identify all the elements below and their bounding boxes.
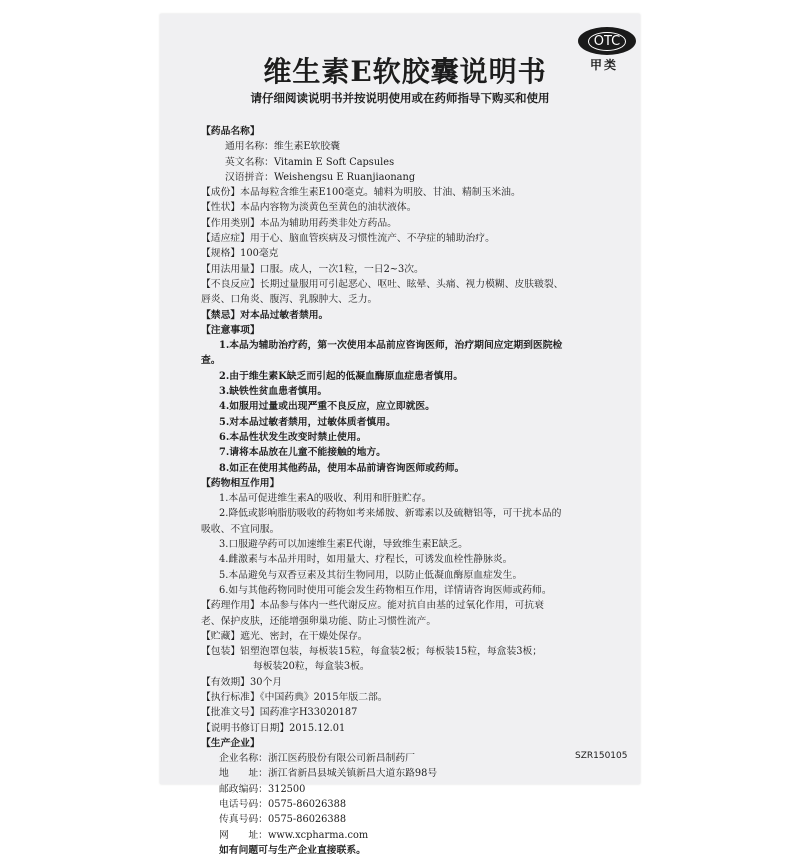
leaflet-content xyxy=(201,124,619,858)
leaflet-line: 【说明书修订日期】2015.12.01 xyxy=(201,722,346,734)
leaflet-line: 每板装20粒，每盒装3板。 xyxy=(253,661,370,673)
leaflet-line: 【药物相互作用】 xyxy=(201,477,280,489)
leaflet-line: 6.如与其他药物同时使用可能会发生药物相互作用，详情请咨询医师或药师。 xyxy=(219,584,552,596)
document-title: 维生素E软胶囊说明书 xyxy=(263,55,547,88)
leaflet-line: 6.本品性状发生改变时禁止使用。 xyxy=(219,431,367,443)
leaflet-line: 【执行标准】《中国药典》2015年版二部。 xyxy=(201,691,388,703)
leaflet-line: 网 址：www.xcpharma.com xyxy=(219,829,369,841)
leaflet-line: 4.如服用过量或出现严重不良反应，应立即就医。 xyxy=(219,401,435,413)
leaflet-line: 如有问题可与生产企业直接联系。 xyxy=(219,844,366,856)
leaflet-line: 汉语拼音：Weishengsu E Ruanjiaonang xyxy=(225,171,416,183)
document-code: SZR150105 xyxy=(575,751,628,761)
leaflet-line: 【成份】本品每粒含维生素E100毫克。辅料为明胶、甘油、精制玉米油。 xyxy=(201,187,521,199)
leaflet-line: 7.请将本品放在儿童不能接触的地方。 xyxy=(219,447,386,459)
leaflet-line: 3.缺铁性贫血患者慎用。 xyxy=(219,386,328,398)
leaflet-line: 邮政编码：312500 xyxy=(219,783,306,795)
leaflet-line: 【性状】本品内容物为淡黄色至黄色的油状液体。 xyxy=(201,202,417,214)
leaflet-line: 2.降低或影响脂肪吸收的药物如考来烯胺、新霉素以及硫糖铝等，可干扰本品的 xyxy=(219,508,562,520)
leaflet-line: 【禁忌】对本品过敏者禁用。 xyxy=(201,309,329,321)
leaflet-line: 企业名称：浙江医药股份有限公司新昌制药厂 xyxy=(219,753,415,765)
document-subtitle: 请仔细阅读说明书并按说明使用或在药师指导下购买和使用 xyxy=(250,91,550,105)
leaflet-line: 地 址：浙江省新昌县城关镇新昌大道东路98号 xyxy=(219,768,438,780)
leaflet-line: 英文名称：Vitamin E Soft Capsules xyxy=(225,156,395,168)
leaflet-line: 8.如正在使用其他药品，使用本品前请咨询医师或药师。 xyxy=(219,462,465,474)
leaflet-line: 唇炎、口角炎、腹泻、乳腺肿大、乏力。 xyxy=(201,294,378,306)
leaflet-line: 【规格】100毫克 xyxy=(201,248,279,260)
leaflet-line: 【不良反应】长期过量服用可引起恶心、呕吐、眩晕、头痛、视力模糊、皮肤皲裂、 xyxy=(201,278,564,290)
leaflet-line: 1.本品为辅助治疗药，第一次使用本品前应咨询医师，治疗期间应定期到医院检 xyxy=(219,340,563,352)
leaflet-line: 【药理作用】本品参与体内一些代谢反应。能对抗自由基的过氧化作用，可抗衰 xyxy=(201,600,544,612)
otc-label: OTC xyxy=(588,32,627,51)
leaflet-line: 【注意事项】 xyxy=(201,324,260,336)
leaflet-line: 【适应症】用于心、脑血管疾病及习惯性流产、不孕症的辅助治疗。 xyxy=(201,233,495,245)
leaflet-line: 【生产企业】 xyxy=(201,737,260,749)
leaflet-line: 通用名称：维生素E软胶囊 xyxy=(225,141,340,153)
leaflet-line: 【批准文号】国药准字H33020187 xyxy=(201,707,358,719)
leaflet-line: 5.本品避免与双香豆素及其衍生物同用，以防止低凝血酶原血症发生。 xyxy=(219,569,523,581)
leaflet-line: 2.由于维生素K缺乏而引起的低凝血酶原血症患者慎用。 xyxy=(219,370,464,382)
leaflet-line: 【贮藏】遮光、密封，在干燥处保存。 xyxy=(201,630,368,642)
leaflet-line: 【有效期】30个月 xyxy=(201,676,283,688)
leaflet-line: 【药品名称】 xyxy=(201,126,260,137)
leaflet-line: 3.口服避孕药可以加速维生素E代谢，导致维生素E缺乏。 xyxy=(219,539,468,551)
leaflet-line: 【作用类别】本品为辅助用药类非处方药品。 xyxy=(201,217,397,229)
leaflet-line: 电话号码：0575-86026388 xyxy=(219,799,347,811)
leaflet-line: 老、保护皮肤，还能增强卵巢功能、防止习惯性流产。 xyxy=(201,615,437,627)
leaflet-line: 1.本品可促进维生素A的吸收、利用和肝脏贮存。 xyxy=(219,493,432,505)
leaflet-line: 吸收、不宜同服。 xyxy=(201,523,280,535)
leaflet-line: 【包装】铝塑泡罩包装，每板装15粒，每盒装2板；每板装15粒，每盒装3板； xyxy=(201,646,543,658)
leaflet-line: 传真号码：0575-86026388 xyxy=(219,814,347,826)
leaflet-line: 5.对本品过敏者禁用，过敏体质者慎用。 xyxy=(219,416,396,428)
leaflet-line: 查。 xyxy=(201,355,221,367)
otc-grade-label: 甲类 xyxy=(590,58,619,72)
leaflet-line: 【用法用量】口服。成人，一次1粒，一日2~3次。 xyxy=(201,263,424,275)
leaflet-line: 4.雌激素与本品并用时，如用量大、疗程长，可诱发血栓性静脉炎。 xyxy=(219,554,513,566)
